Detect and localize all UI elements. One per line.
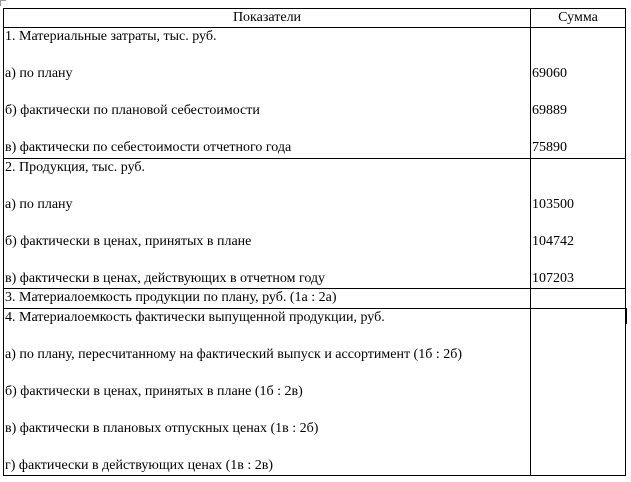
row-value: 107203: [532, 270, 574, 286]
row-value: 69060: [532, 66, 567, 81]
header-sum: Сумма: [558, 10, 598, 25]
row-label: б) фактически в ценах, принятых в плане: [5, 233, 252, 249]
row-label: б) фактически в ценах, принятых в плане (1б : 2в): [5, 383, 303, 399]
group-title: 3. Материалоемкость продукции по плану, руб. (1а : 2а): [5, 290, 337, 305]
row-value: 104742: [532, 233, 574, 249]
row-label: а) по плану, пересчитанному на фактический выпуск и ассортимент (1б : 2б): [5, 346, 463, 362]
group-material-intensity-plan: [4, 289, 625, 309]
row-value: 69889: [532, 103, 567, 118]
group-title: 2. Продукция, тыс. руб.: [5, 159, 146, 175]
row-label: а) по плану: [5, 196, 73, 212]
group-production: [4, 159, 625, 290]
row-label: в) фактически в плановых отпускных ценах (1в : 2б): [5, 420, 319, 436]
group-title: 1. Материальные затраты, тыс. руб.: [5, 29, 217, 44]
row-value: 103500: [532, 196, 574, 212]
page-corner-mark: [0, 0, 6, 6]
table-edge-mark: [626, 308, 627, 324]
row-label: а) по плану: [5, 66, 73, 81]
group-material-intensity-actual: [4, 309, 625, 476]
row-label: в) фактически в ценах, действующих в отчетном году: [5, 270, 326, 286]
group-material-costs: [4, 28, 625, 159]
row-label: в) фактически по себестоимости отчетного года: [5, 140, 292, 155]
row-label: б) фактически по плановой себестоимости: [5, 103, 260, 118]
indicators-table: [3, 8, 626, 476]
row-label: г) фактически в действующих ценах (1в : 2в): [5, 457, 274, 473]
row-value: 75890: [532, 140, 567, 155]
table-header: [4, 9, 625, 28]
group-title: 4. Материалоемкость фактически выпущенной продукции, руб.: [5, 309, 385, 325]
header-indicators: Показатели: [4, 9, 531, 27]
